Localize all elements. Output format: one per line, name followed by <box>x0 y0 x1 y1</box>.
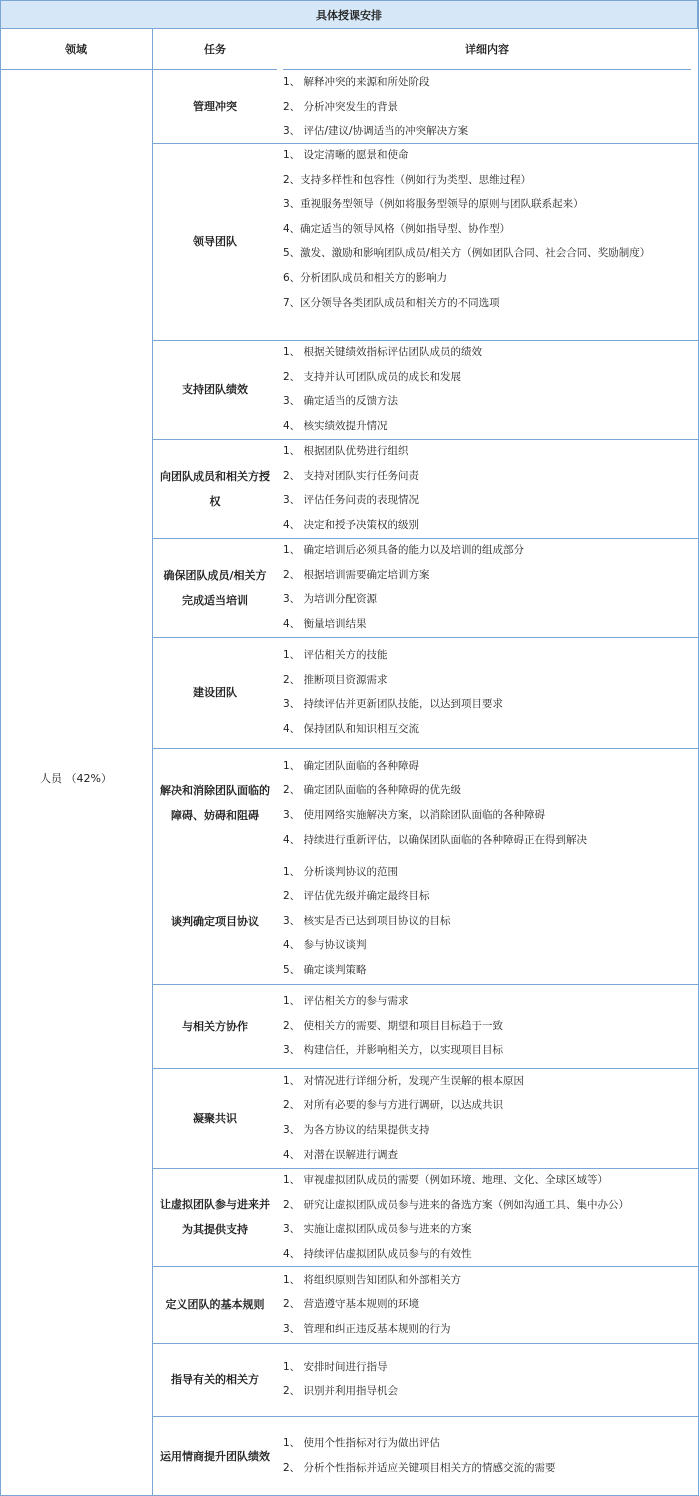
detail-item: 3、 管理和纠正违反基本规则的行为 <box>283 1322 451 1335</box>
detail-item: 2、 评估优先级并确定最终目标 <box>283 890 430 903</box>
task-details <box>283 754 691 852</box>
detail-item: 2、 对所有必要的参与方进行调研，以达成共识 <box>283 1099 504 1112</box>
task-details <box>283 989 691 1063</box>
detail-item: 3、 为培训分配资源 <box>283 593 378 606</box>
header-details: 详细内容 <box>283 29 691 70</box>
task-details <box>283 1168 691 1266</box>
detail-item: 2、 使相关方的需要、期望和项目目标趋于一致 <box>283 1019 504 1032</box>
detail-item: 2、支持多样性和包容性（例如行为类型、思维过程） <box>283 173 532 186</box>
domain-label: 人员 （42%） <box>40 772 112 785</box>
detail-item: 3、 使用网络实施解决方案，以消除团队面临的各种障碍 <box>283 808 546 821</box>
task-details <box>283 70 691 144</box>
header-task: 任务 <box>153 29 277 70</box>
task-name: 确保团队成员/相关方完成适当培训 <box>163 568 267 607</box>
detail-item: 4、 衡量培训结果 <box>283 618 367 631</box>
detail-item: 1、 确定团队面临的各种障碍 <box>283 759 420 772</box>
detail-item: 2、 识别并利用指导机会 <box>283 1385 399 1398</box>
detail-item: 4、 核实绩效提升情况 <box>283 420 388 433</box>
detail-item: 1、 评估相关方的技能 <box>283 649 388 662</box>
detail-item: 3、 持续评估并更新团队技能，以达到项目要求 <box>283 698 504 711</box>
detail-item: 1、 根据关键绩效指标评估团队成员的绩效 <box>283 346 483 359</box>
task-name: 谈判确定项目协议 <box>171 914 259 928</box>
detail-item: 7、区分领导各类团队成员和相关方的不同选项 <box>283 296 500 309</box>
task-details <box>283 340 691 438</box>
task-details <box>283 1069 691 1167</box>
detail-item: 4、 对潜在误解进行调查 <box>283 1148 399 1161</box>
task-name: 凝聚共识 <box>193 1111 237 1125</box>
task-details <box>283 439 691 537</box>
task-name: 指导有关的相关方 <box>171 1373 259 1386</box>
detail-item: 4、 持续进行重新评估，以确保团队面临的各种障碍正在得到解决 <box>283 833 588 846</box>
task-name: 解决和消除团队面临的障碍、妨碍和阻碍 <box>160 784 270 822</box>
task-details <box>283 143 691 315</box>
detail-item: 1、 解释冲突的来源和所处阶段 <box>283 76 430 88</box>
detail-item: 1、 设定清晰的愿景和使命 <box>283 149 409 162</box>
detail-item: 3、重视服务型领导（例如将服务型领导的原则与团队联系起来） <box>283 198 584 211</box>
detail-item: 4、 决定和授予决策权的级别 <box>283 519 420 532</box>
detail-item: 2、 确定团队面临的各种障碍的优先级 <box>283 784 462 797</box>
detail-item: 1、 使用个性指标对行为做出评估 <box>283 1437 441 1450</box>
table-title: 具体授课安排 <box>0 0 698 29</box>
task-details <box>283 860 691 983</box>
detail-item: 1、 审视虚拟团队成员的需要（例如环境、地理、文化、全球区域等） <box>283 1174 609 1186</box>
detail-item: 3、 核实是否已达到项目协议的目标 <box>283 914 451 927</box>
detail-item: 4、 参与协议谈判 <box>283 939 367 952</box>
detail-item: 4、确定适当的领导风格（例如指导型、协作型） <box>283 222 511 235</box>
detail-item: 4、 持续评估虚拟团队成员参与的有效性 <box>283 1247 472 1260</box>
task-name: 定义团队的基本规则 <box>165 1298 265 1311</box>
detail-item: 2、 营造遵守基本规则的环境 <box>283 1298 420 1311</box>
task-details <box>283 1355 691 1404</box>
detail-item: 2、 分析冲突发生的背景 <box>283 100 399 113</box>
header-domain: 领域 <box>0 29 152 70</box>
detail-item: 1、 对情况进行详细分析，发现产生误解的根本原因 <box>283 1074 525 1087</box>
task-name: 运用情商提升团队绩效 <box>160 1449 270 1463</box>
task-details <box>283 538 691 636</box>
detail-item: 5、激发、激励和影响团队成员/相关方（例如团队合同、社会合同、奖励制度） <box>283 247 651 260</box>
detail-item: 6、分析团队成员和相关方的影响力 <box>283 272 448 285</box>
detail-item: 2、 支持并认可团队成员的成长和发展 <box>283 370 462 383</box>
task-name: 支持团队绩效 <box>182 383 248 396</box>
task-details <box>283 1431 691 1480</box>
detail-item: 3、 确定适当的反馈方法 <box>283 395 399 408</box>
detail-item: 1、 将组织原则告知团队和外部相关方 <box>283 1273 462 1286</box>
detail-item: 1、 评估相关方的参与需求 <box>283 995 409 1008</box>
task-name: 建设团队 <box>193 686 237 699</box>
detail-item: 5、 确定谈判策略 <box>283 963 367 976</box>
task-details <box>283 1268 691 1342</box>
task-name: 让虚拟团队参与进来并为其提供支持 <box>160 1198 270 1236</box>
detail-item: 4、 保持团队和知识相互交流 <box>283 723 420 736</box>
detail-item: 3、 评估任务问责的表现情况 <box>283 494 420 507</box>
detail-item: 1、 分析谈判协议的范围 <box>283 865 399 878</box>
task-name: 领导团队 <box>193 235 237 248</box>
task-name: 向团队成员和相关方授权 <box>160 469 270 508</box>
detail-item: 3、 评估/建议/协调适当的冲突解决方案 <box>283 125 469 138</box>
detail-item: 1、 安排时间进行指导 <box>283 1360 388 1373</box>
task-name: 管理冲突 <box>193 100 237 113</box>
detail-item: 2、 研究让虚拟团队成员参与进来的备选方案（例如沟通工具、集中办公） <box>283 1198 630 1211</box>
detail-item: 1、 根据团队优势进行组织 <box>283 445 409 458</box>
detail-item: 3、 实施让虚拟团队成员参与进来的方案 <box>283 1223 472 1236</box>
grid-line <box>0 0 1 1496</box>
detail-item: 3、 构建信任，并影响相关方，以实现项目目标 <box>283 1044 504 1057</box>
detail-item: 2、 分析个性指标并适应关键项目相关方的情感交流的需要 <box>283 1461 556 1474</box>
detail-item: 1、 确定培训后必须具备的能力以及培训的组成部分 <box>283 544 525 557</box>
detail-item: 2、 推断项目资源需求 <box>283 673 388 686</box>
task-details <box>283 643 691 741</box>
detail-item: 2、 根据培训需要确定培训方案 <box>283 568 430 581</box>
detail-item: 3、 为各方协议的结果提供支持 <box>283 1123 430 1136</box>
task-name: 与相关方协作 <box>182 1019 248 1033</box>
detail-item: 2、 支持对团队实行任务问责 <box>283 469 420 482</box>
